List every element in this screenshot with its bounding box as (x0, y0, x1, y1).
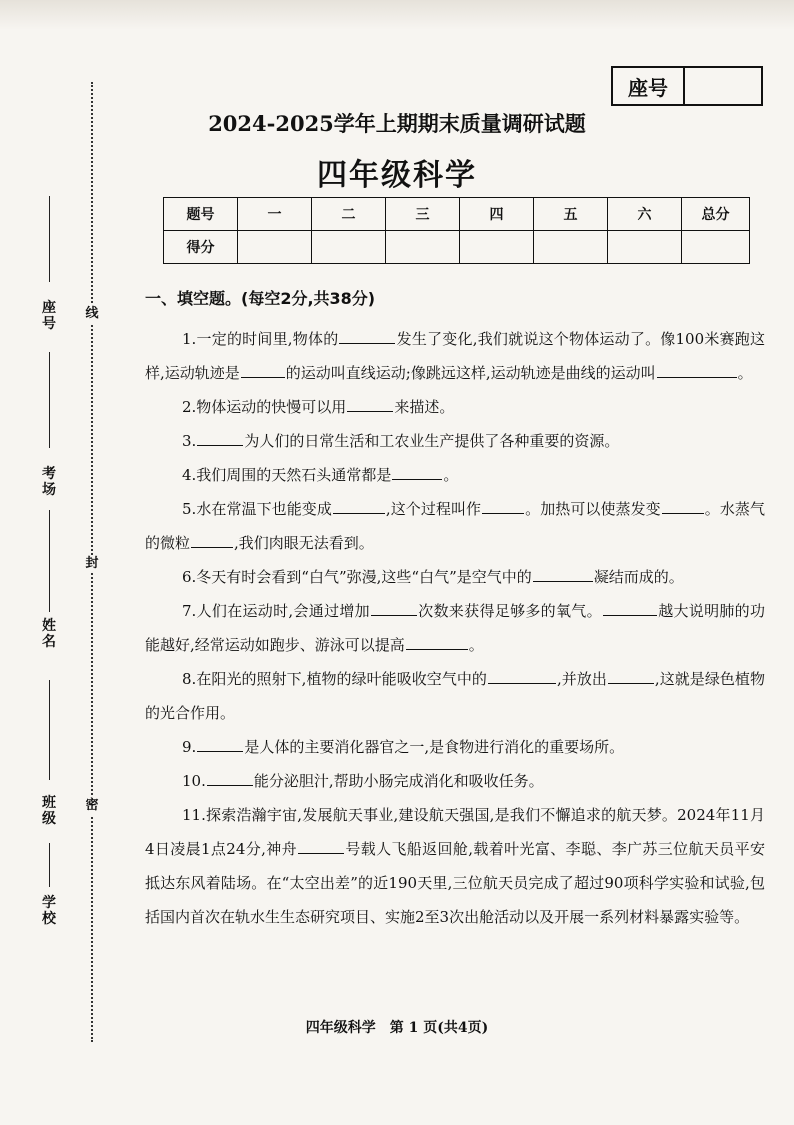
seat-number-field[interactable] (685, 68, 761, 104)
question-text: 4.我们周围的天然石头通常都是 (182, 466, 392, 484)
question-1 (145, 322, 765, 390)
score-cell[interactable] (534, 231, 608, 264)
score-header-cell: 三 (386, 198, 460, 231)
question-11 (145, 798, 765, 934)
question-text: 9. (182, 738, 197, 756)
score-cell[interactable] (312, 231, 386, 264)
answer-blank[interactable] (333, 495, 385, 514)
question-text: ,这就是绿色植物的光合作用。 (145, 670, 765, 722)
score-header-cell: 四 (460, 198, 534, 231)
question-text: 能分泌胆汁,帮助小肠完成消化和吸收任务。 (253, 772, 544, 790)
seat-number-line (49, 196, 50, 282)
score-header-cell: 题号 (164, 198, 238, 231)
question-text: ,并放出 (556, 670, 607, 688)
page-footer: 四年级科学 第 1 页(共4页) (305, 1020, 489, 1036)
binding-field-school: 学校 (42, 895, 56, 927)
answer-blank[interactable] (662, 495, 704, 514)
score-table-header-row (164, 198, 750, 231)
question-list (145, 322, 765, 934)
binding-field-seat: 座号 (42, 300, 56, 332)
score-cell[interactable] (386, 231, 460, 264)
exam-title: 2024-2025学年上期期末质量调研试题 (208, 111, 586, 136)
answer-blank[interactable] (207, 767, 253, 786)
section-title: 一、填空题。(每空2分,共38分) (145, 289, 376, 308)
question-text: 2.物体运动的快慢可以用 (182, 398, 347, 416)
question-text: 的运动叫直线运动;像跳远这样,运动轨迹是曲线的运动叫 (285, 364, 656, 382)
answer-blank[interactable] (406, 631, 468, 650)
binding-seal-line: 线 (85, 306, 99, 321)
seat-number-box (611, 66, 763, 106)
question-text: 发生了变化,我们就说这个物体运动了。像100米赛跑这样,运动轨迹是 (145, 330, 765, 382)
score-cell[interactable] (238, 231, 312, 264)
question-text: ,我们肉眼无法看到。 (234, 534, 374, 552)
question-4 (145, 458, 765, 492)
question-2 (145, 390, 765, 424)
answer-blank[interactable] (392, 461, 442, 480)
score-header-cell: 五 (534, 198, 608, 231)
question-8 (145, 662, 765, 730)
question-text: 。 (468, 636, 484, 654)
question-text: 。 (737, 364, 753, 382)
answer-blank[interactable] (197, 427, 243, 446)
question-text: 越大说明肺的功能越好,经常运动如跑步、游泳可以提高 (145, 602, 765, 654)
binding-field-class: 班级 (42, 795, 56, 827)
binding-seal-seal: 封 (85, 556, 99, 571)
question-7 (145, 594, 765, 662)
answer-blank[interactable] (603, 597, 657, 616)
answer-blank[interactable] (482, 495, 524, 514)
question-text: 10. (182, 772, 206, 790)
score-header-cell: 六 (608, 198, 682, 231)
binding-seal-secret: 密 (85, 798, 99, 813)
binding-field-name: 姓名 (42, 618, 56, 650)
answer-blank[interactable] (339, 325, 395, 344)
exam-room-line (49, 352, 50, 448)
question-text: 。 (443, 466, 459, 484)
answer-blank[interactable] (488, 665, 556, 684)
question-text: 。水蒸气的微粒 (145, 500, 765, 552)
question-9 (145, 730, 765, 764)
question-text: 号载人飞船返回舱,载着叶光富、李聪、李广苏三位航天员平安抵达东风着陆场。在“太空出差”的近190天里,三位航天员完成了超过90项科学实验和试验,包括国内首次在轨水生生态研究项目、实施2至3次出舱活动以及开展一系列材料暴露实验等。 (145, 840, 765, 926)
class-line (49, 680, 50, 780)
question-10 (145, 764, 765, 798)
question-text: 8.在阳光的照射下,植物的绿叶能吸收空气中的 (182, 670, 487, 688)
score-cell[interactable] (460, 231, 534, 264)
question-text: 3. (182, 432, 197, 450)
question-text: 是人体的主要消化器官之一,是食物进行消化的重要场所。 (244, 738, 625, 756)
question-text: 来描述。 (394, 398, 455, 416)
answer-blank[interactable] (371, 597, 417, 616)
scan-shadow (0, 0, 794, 30)
answer-blank[interactable] (191, 529, 233, 548)
question-3 (145, 424, 765, 458)
score-header-cell: 二 (312, 198, 386, 231)
question-text: 。加热可以使蒸发变 (525, 500, 661, 518)
question-text: 6.冬天有时会看到“白气”弥漫,这些“白气”是空气中的 (182, 568, 532, 586)
question-text: 7.人们在运动时,会通过增加 (182, 602, 370, 620)
score-row-label: 得分 (164, 231, 238, 264)
name-line (49, 510, 50, 612)
binding-field-exam-room: 考场 (42, 466, 56, 498)
question-6 (145, 560, 765, 594)
score-header-cell: 总分 (682, 198, 750, 231)
answer-blank[interactable] (347, 393, 393, 412)
score-cell[interactable] (608, 231, 682, 264)
seat-number-label: 座号 (613, 68, 685, 104)
answer-blank[interactable] (197, 733, 243, 752)
score-header-cell: 一 (238, 198, 312, 231)
question-text: 凝结而成的。 (593, 568, 684, 586)
question-text: ,这个过程叫作 (385, 500, 482, 518)
score-table (163, 197, 750, 264)
answer-blank[interactable] (241, 359, 285, 378)
school-line (49, 843, 50, 887)
subject-title: 四年级科学 (317, 158, 477, 193)
answer-blank[interactable] (657, 359, 737, 378)
question-text: 1.一定的时间里,物体的 (182, 330, 339, 348)
answer-blank[interactable] (608, 665, 654, 684)
question-text: 为人们的日常生活和工农业生产提供了各种重要的资源。 (244, 432, 620, 450)
score-cell[interactable] (682, 231, 750, 264)
question-text: 5.水在常温下也能变成 (182, 500, 332, 518)
answer-blank[interactable] (298, 835, 344, 854)
answer-blank[interactable] (533, 563, 593, 582)
question-text: 次数来获得足够多的氧气。 (417, 602, 602, 620)
question-text: 11.探索浩瀚宇宙,发展航天事业,建设航天强国,是我们不懈追求的航天梦。2024年11月4日凌晨1点24分,神舟 (145, 806, 765, 858)
score-table-score-row (164, 231, 750, 264)
question-5 (145, 492, 765, 560)
